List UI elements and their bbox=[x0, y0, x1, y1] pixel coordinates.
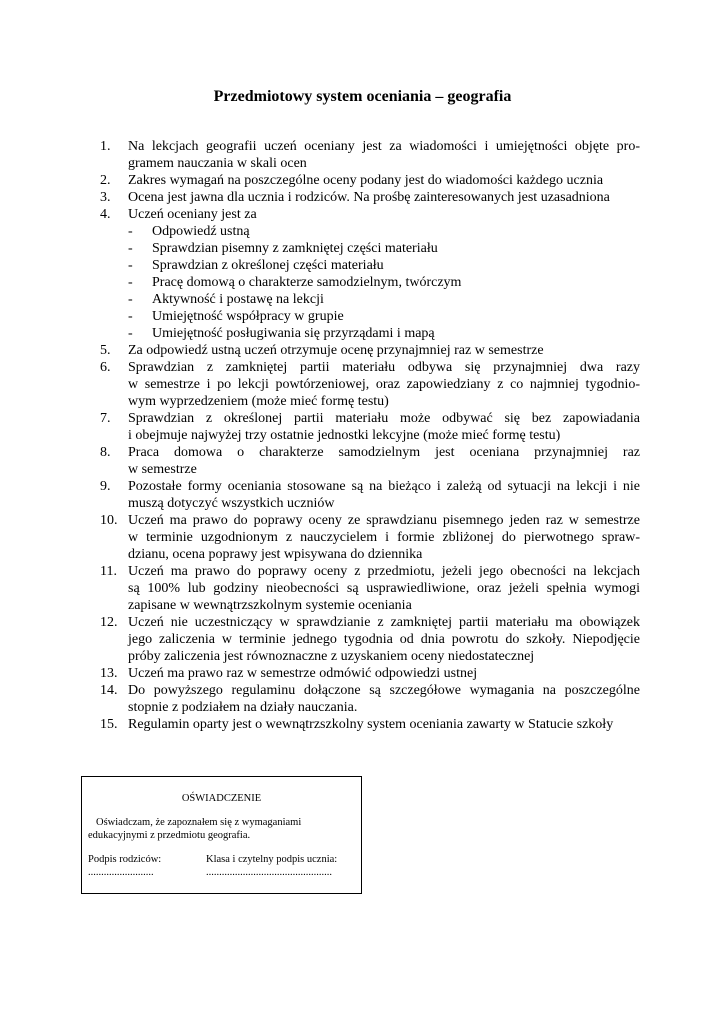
sub-list-item bbox=[128, 308, 640, 325]
list-item-text: stopnie z podziałem na działy nauczania. bbox=[128, 700, 358, 715]
list-item-number bbox=[100, 597, 128, 614]
list-item bbox=[100, 342, 640, 359]
list-item bbox=[100, 716, 640, 733]
declaration-box bbox=[81, 776, 362, 894]
list-item bbox=[100, 172, 640, 189]
list-item-number bbox=[100, 699, 128, 716]
sub-list-item bbox=[128, 291, 640, 308]
sub-list-marker: - bbox=[128, 258, 133, 273]
list-item bbox=[100, 393, 640, 410]
list-item-number: 8. bbox=[100, 445, 111, 460]
list-item-number: 4. bbox=[100, 207, 111, 222]
list-item-text: Uczeń ma prawo do poprawy oceny ze sprawdzianu pisemnego jeden raz w semestrze bbox=[128, 513, 640, 528]
list-item-number bbox=[100, 461, 128, 478]
list-item bbox=[100, 529, 640, 546]
sub-list-marker: - bbox=[128, 326, 133, 341]
list-item-number bbox=[100, 495, 128, 512]
list-item-text: Regulamin oparty jest o wewnątrzszkolny system oceniania zawarty w Statucie szkoły bbox=[128, 717, 614, 732]
list-item bbox=[100, 597, 640, 614]
list-item-number: 3. bbox=[100, 190, 111, 205]
list-item bbox=[100, 461, 640, 478]
list-item-number: 7. bbox=[100, 411, 111, 426]
list-item-number: 6. bbox=[100, 360, 111, 375]
list-item-number: 1. bbox=[100, 139, 111, 154]
list-item-text: dzianu, ocena poprawy jest wpisywana do dziennika bbox=[128, 547, 423, 562]
list-item-text: Praca domowa o charakterze samodzielnym jest oceniana przynajmniej raz bbox=[128, 445, 640, 460]
list-item-text: zapisane w wewnątrzszkolnym systemie oceniania bbox=[128, 598, 412, 613]
list-item bbox=[100, 665, 640, 682]
list-item-number: 14. bbox=[100, 683, 118, 698]
list-item-number bbox=[100, 427, 128, 444]
list-item-text: Sprawdzian z zamkniętej partii materiału odbywa się przynajmniej dwa razy bbox=[128, 360, 640, 375]
sub-list-marker: - bbox=[128, 275, 133, 290]
sub-list-item bbox=[128, 274, 640, 291]
sub-list-marker: - bbox=[128, 224, 133, 239]
sub-list-marker: - bbox=[128, 241, 133, 256]
list-item bbox=[100, 682, 640, 699]
sub-list-item bbox=[128, 257, 640, 274]
list-item-number bbox=[100, 580, 128, 597]
sub-list-item bbox=[128, 240, 640, 257]
parent-signature bbox=[88, 853, 161, 879]
sub-list-text: Sprawdzian z określonej części materiału bbox=[152, 258, 384, 273]
list-item bbox=[100, 580, 640, 597]
list-item bbox=[100, 631, 640, 648]
sub-list-text: Aktywność i postawę na lekcji bbox=[152, 292, 324, 307]
list-item-text: wym wyprzedzeniem (może mieć formę testu) bbox=[128, 394, 389, 409]
list-item-text: Sprawdzian z określonej partii materiału może odbywać się bez zapowiadania bbox=[128, 411, 640, 426]
list-item-number bbox=[100, 648, 128, 665]
student-signature-line: ................................................ bbox=[206, 867, 332, 878]
list-item bbox=[100, 512, 640, 529]
list-item bbox=[100, 478, 640, 495]
declaration-text-line: Oświadczam, że zapoznałem się z wymaganiami bbox=[96, 817, 302, 828]
list-item-text: muszą dotyczyć wszystkich uczniów bbox=[128, 496, 335, 511]
list-item bbox=[100, 359, 640, 376]
list-item bbox=[100, 427, 640, 444]
declaration-text-line: edukacyjnymi z przedmiotu geografia. bbox=[88, 830, 251, 841]
list-item-text: Na lekcjach geografii uczeń oceniany jest za wiadomości i umiejętności objęte pro- bbox=[128, 139, 640, 154]
parent-signature-line: ......................... bbox=[88, 867, 154, 878]
list-item bbox=[100, 495, 640, 512]
list-item bbox=[100, 410, 640, 427]
list-item-number bbox=[100, 631, 128, 648]
list-item-text: Uczeń oceniany jest za bbox=[128, 207, 257, 222]
list-item bbox=[100, 444, 640, 461]
declaration-text bbox=[88, 816, 355, 842]
list-item-number bbox=[100, 155, 128, 172]
list-item-number: 5. bbox=[100, 343, 111, 358]
sub-list-text: Umiejętność współpracy w grupie bbox=[152, 309, 344, 324]
sub-list-text: Pracę domową o charakterze samodzielnym, twórczym bbox=[152, 275, 462, 290]
list-item-text: w semestrze i po lekcji powtórzeniowej, oraz zapowiedziany z co najmniej tygodnio- bbox=[128, 377, 640, 392]
list-item-number: 9. bbox=[100, 479, 111, 494]
declaration-heading: OŚWIADCZENIE bbox=[181, 793, 262, 804]
list-item-text: w terminie uzgodnionym z nauczycielem i formie zbliżonej do pierwotnego spraw- bbox=[128, 530, 640, 545]
list-item-number: 2. bbox=[100, 173, 111, 188]
list-item-number bbox=[100, 546, 128, 563]
sub-list-text: Odpowiedź ustną bbox=[152, 224, 250, 239]
list-item-text: w semestrze bbox=[128, 462, 197, 477]
list-item bbox=[100, 563, 640, 580]
list-item-text: Uczeń ma prawo raz w semestrze odmówić odpowiedzi ustnej bbox=[128, 666, 478, 681]
list-item bbox=[100, 376, 640, 393]
list-item-number: 15. bbox=[100, 717, 118, 732]
sub-list-marker: - bbox=[128, 309, 133, 324]
list-item bbox=[100, 155, 640, 172]
list-item bbox=[100, 614, 640, 631]
sub-list-text: Umiejętność posługiwania się przyrządami i mapą bbox=[152, 326, 435, 341]
list-item-text: Uczeń nie uczestniczący w sprawdzianie z zamkniętej partii materiału ma obowiązek bbox=[128, 615, 640, 630]
page-title: Przedmiotowy system oceniania – geografia bbox=[213, 88, 512, 105]
list-item bbox=[100, 699, 640, 716]
sub-list-marker: - bbox=[128, 292, 133, 307]
sub-list-item bbox=[128, 325, 640, 342]
list-item-number bbox=[100, 393, 128, 410]
list-item-text: Zakres wymagań na poszczególne oceny podany jest do wiadomości każdego ucznia bbox=[128, 173, 604, 188]
list-item-text: Uczeń ma prawo do poprawy oceny z przedmiotu, jeżeli jego obecności na lekcjach bbox=[128, 564, 640, 579]
list-item-number bbox=[100, 376, 128, 393]
list-item-number: 10. bbox=[100, 513, 118, 528]
list-item bbox=[100, 206, 640, 223]
list-item-number bbox=[100, 529, 128, 546]
list-item-text: Za odpowiedź ustną uczeń otrzymuje ocenę przynajmniej raz w semestrze bbox=[128, 343, 544, 358]
rules-list bbox=[100, 138, 640, 733]
list-item-text: gramem nauczania w skali ocen bbox=[128, 156, 307, 171]
list-item-text: są 100% lub godziny nieobecności są usprawiedliwione, oraz jeżeli spełnia wymogi bbox=[128, 581, 640, 596]
sub-list-item bbox=[128, 223, 640, 240]
parent-signature-label: Podpis rodziców: bbox=[88, 854, 162, 865]
list-item-text: i obejmuje najwyżej trzy ostatnie jednostki lekcyjne (może mieć formę testu) bbox=[128, 428, 561, 443]
list-item bbox=[100, 189, 640, 206]
list-item bbox=[100, 546, 640, 563]
list-item-number: 12. bbox=[100, 615, 118, 630]
student-signature bbox=[206, 853, 337, 879]
list-item-number: 11. bbox=[100, 564, 117, 579]
list-item bbox=[100, 648, 640, 665]
student-signature-label: Klasa i czytelny podpis ucznia: bbox=[206, 854, 338, 865]
list-item-text: Ocena jest jawna dla ucznia i rodziców. Na prośbę zainteresowanych jest uzasadniona bbox=[128, 190, 610, 205]
list-item-text: Pozostałe formy oceniania stosowane są na bieżąco i zależą od sytuacji na lekcji i nie bbox=[128, 479, 640, 494]
sub-list-text: Sprawdzian pisemny z zamkniętej części materiału bbox=[152, 241, 438, 256]
list-item bbox=[100, 138, 640, 155]
list-item-text: próby zaliczenia jest równoznaczne z uzyskaniem oceny niedostatecznej bbox=[128, 649, 535, 664]
list-item-text: jego zaliczenia w terminie jednego tygodnia od dnia powrotu do szkoły. Niepodjęcie bbox=[128, 632, 640, 647]
list-item-number: 13. bbox=[100, 666, 118, 681]
list-item-text: Do powyższego regulaminu dołączone są szczegółowe wymagania na poszczególne bbox=[128, 683, 640, 698]
